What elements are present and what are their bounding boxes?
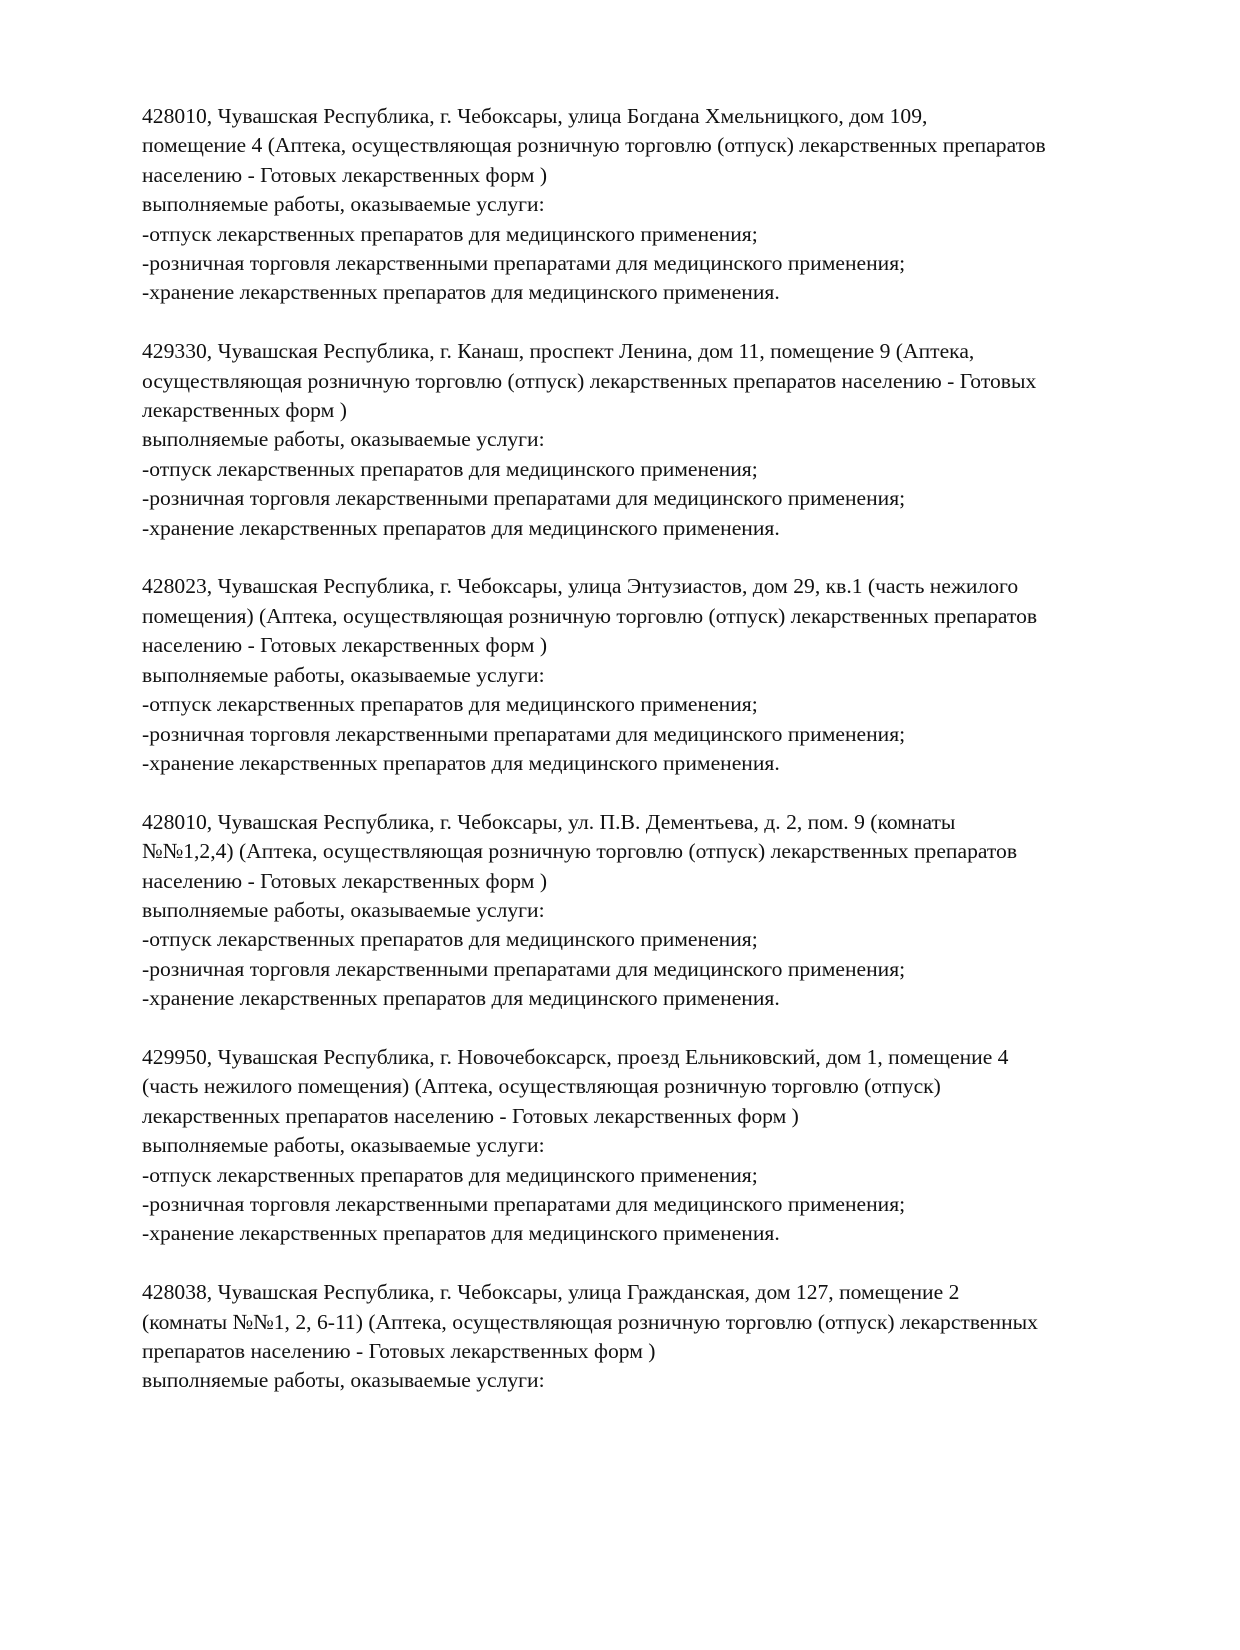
service-item: -отпуск лекарственных препаратов для медицинского применения;	[142, 456, 758, 481]
service-item: -розничная торговля лекарственными препаратами для медицинского применения;	[142, 1191, 906, 1216]
pharmacy-entry-3	[142, 572, 1172, 778]
services-header: выполняемые работы, оказываемые услуги:	[142, 897, 545, 922]
services-header: выполняемые работы, оказываемые услуги:	[142, 662, 545, 687]
address-line: 428038, Чувашская Республика, г. Чебоксары, улица Гражданская, дом 127, помещение 2	[142, 1280, 960, 1305]
address-line: (часть нежилого помещения) (Аптека, осуществляющая розничную торговлю (отпуск)	[142, 1074, 941, 1099]
address-line: (комнаты №№1, 2, 6-11) (Аптека, осуществляющая розничную торговлю (отпуск) лекарственных	[142, 1309, 1038, 1334]
service-item: -розничная торговля лекарственными препаратами для медицинского применения;	[142, 251, 906, 276]
service-item: -розничная торговля лекарственными препаратами для медицинского применения;	[142, 956, 906, 981]
pharmacy-entry-4	[142, 808, 1172, 1014]
address-line: осуществляющая розничную торговлю (отпуск) лекарственных препаратов населению - Готовых	[142, 368, 1037, 393]
address-line: 428010, Чувашская Республика, г. Чебоксары, улица Богдана Хмельницкого, дом 109,	[142, 104, 928, 128]
services-header: выполняемые работы, оказываемые услуги:	[142, 192, 545, 217]
service-item: -отпуск лекарственных препаратов для медицинского применения;	[142, 1162, 758, 1187]
service-item: -хранение лекарственных препаратов для медицинского применения.	[142, 1221, 780, 1246]
address-line: препаратов населению - Готовых лекарственных форм )	[142, 1338, 656, 1363]
address-line: №№1,2,4) (Аптека, осуществляющая розничную торговлю (отпуск) лекарственных препаратов	[142, 839, 1018, 864]
address-line: лекарственных препаратов населению - Готовых лекарственных форм )	[142, 1103, 799, 1128]
services-header: выполняемые работы, оказываемые услуги:	[142, 1368, 545, 1393]
service-item: -хранение лекарственных препаратов для медицинского применения.	[142, 986, 780, 1011]
pharmacy-entry-2	[142, 337, 1172, 543]
address-line: помещения) (Аптека, осуществляющая розничную торговлю (отпуск) лекарственных препаратов	[142, 603, 1038, 628]
service-item: -хранение лекарственных препаратов для медицинского применения.	[142, 515, 780, 540]
service-item: -розничная торговля лекарственными препаратами для медицинского применения;	[142, 721, 906, 746]
address-line: 428023, Чувашская Республика, г. Чебоксары, улица Энтузиастов, дом 29, кв.1 (часть нежилого	[142, 574, 1019, 599]
address-line: помещение 4 (Аптека, осуществляющая розничную торговлю (отпуск) лекарственных препаратов	[142, 133, 1046, 158]
pharmacy-entry-1	[142, 102, 1172, 308]
service-item: -отпуск лекарственных препаратов для медицинского применения;	[142, 692, 758, 717]
services-header: выполняемые работы, оказываемые услуги:	[142, 427, 545, 452]
services-header: выполняемые работы, оказываемые услуги:	[142, 1133, 545, 1158]
address-line: населению - Готовых лекарственных форм )	[142, 868, 548, 893]
address-line: лекарственных форм )	[142, 398, 347, 423]
service-item: -хранение лекарственных препаратов для медицинского применения.	[142, 280, 780, 305]
service-item: -отпуск лекарственных препаратов для медицинского применения;	[142, 221, 758, 246]
pharmacy-entry-6	[142, 1278, 1172, 1396]
service-item: -отпуск лекарственных препаратов для медицинского применения;	[142, 927, 758, 952]
document-body	[142, 102, 1172, 1425]
pharmacy-entry-5	[142, 1043, 1172, 1249]
address-line: населению - Готовых лекарственных форм )	[142, 162, 548, 187]
address-line: 429330, Чувашская Республика, г. Канаш, проспект Ленина, дом 11, помещение 9 (Аптека,	[142, 339, 975, 364]
address-line: 429950, Чувашская Республика, г. Новочебоксарск, проезд Ельниковский, дом 1, помещение 4	[142, 1044, 1009, 1069]
service-item: -хранение лекарственных препаратов для медицинского применения.	[142, 750, 780, 775]
service-item: -розничная торговля лекарственными препаратами для медицинского применения;	[142, 486, 906, 511]
address-line: населению - Готовых лекарственных форм )	[142, 633, 548, 658]
address-line: 428010, Чувашская Республика, г. Чебоксары, ул. П.В. Дементьева, д. 2, пом. 9 (комнаты	[142, 809, 956, 834]
